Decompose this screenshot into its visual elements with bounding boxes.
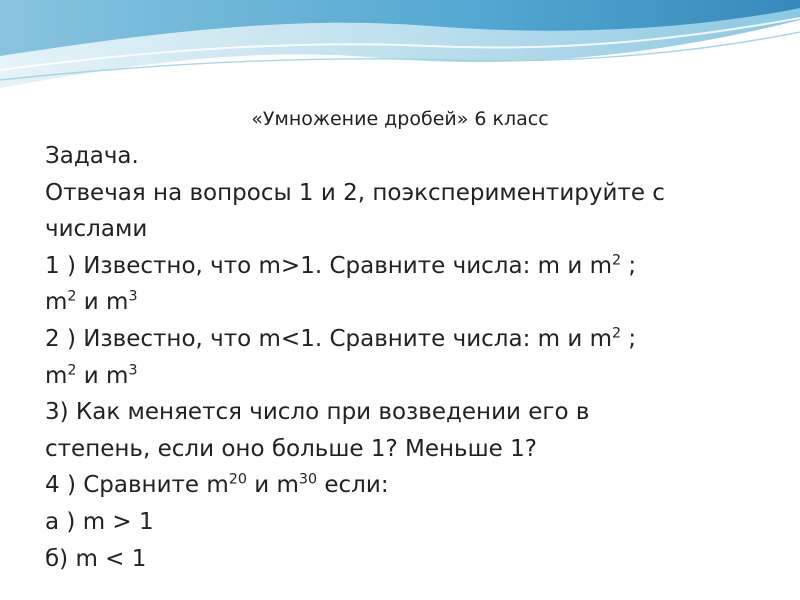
question-3-line-2: степень, если оно больше 1? Меньше 1? (45, 435, 537, 462)
question-2-line-1 (45, 321, 780, 358)
q2-a: m (45, 362, 68, 389)
wave-header-decoration (0, 0, 800, 100)
q1-exponent: 2 (612, 252, 622, 269)
intro-line-1: Отвечая на вопросы 1 и 2, поэкспериментируйте с (45, 179, 665, 206)
q1-a: m (45, 289, 68, 316)
question-4 (45, 467, 780, 504)
q1-a-exponent: 2 (67, 288, 77, 305)
question-4-case-a: а ) m > 1 (45, 508, 154, 535)
slide-subtitle: «Умножение дробей» 6 класс (251, 108, 549, 130)
question-4-case-b: б) m < 1 (45, 545, 147, 572)
task-body (45, 138, 780, 577)
q4-exponent-2: 30 (298, 471, 318, 488)
question-1-line-1 (45, 248, 780, 285)
q2-mid: и m (76, 362, 129, 389)
task-heading: Задача. (45, 143, 139, 169)
q1-b-exponent: 3 (128, 288, 138, 305)
q1-mid: и m (76, 289, 129, 316)
q1-suffix: ; (621, 252, 637, 279)
question-2-line-2 (45, 358, 780, 395)
q2-b-exponent: 3 (128, 361, 138, 378)
q2-suffix: ; (621, 325, 637, 352)
q2-text: 2 ) Известно, что m<1. Сравните числа: m и m (45, 325, 613, 352)
q4-exponent-1: 20 (228, 471, 247, 488)
q2-exponent: 2 (612, 325, 622, 342)
q4-text: 4 ) Сравните m (45, 472, 229, 499)
intro-line-2: числами (45, 216, 148, 243)
q4-suffix: если: (317, 472, 389, 499)
q1-text: 1 ) Известно, что m>1. Сравните числа: m и m (45, 252, 613, 279)
q4-mid: и m (246, 472, 299, 499)
q2-a-exponent: 2 (67, 361, 77, 378)
question-1-line-2 (45, 284, 780, 321)
question-3-line-1: 3) Как меняется число при возведении его в (45, 399, 590, 426)
